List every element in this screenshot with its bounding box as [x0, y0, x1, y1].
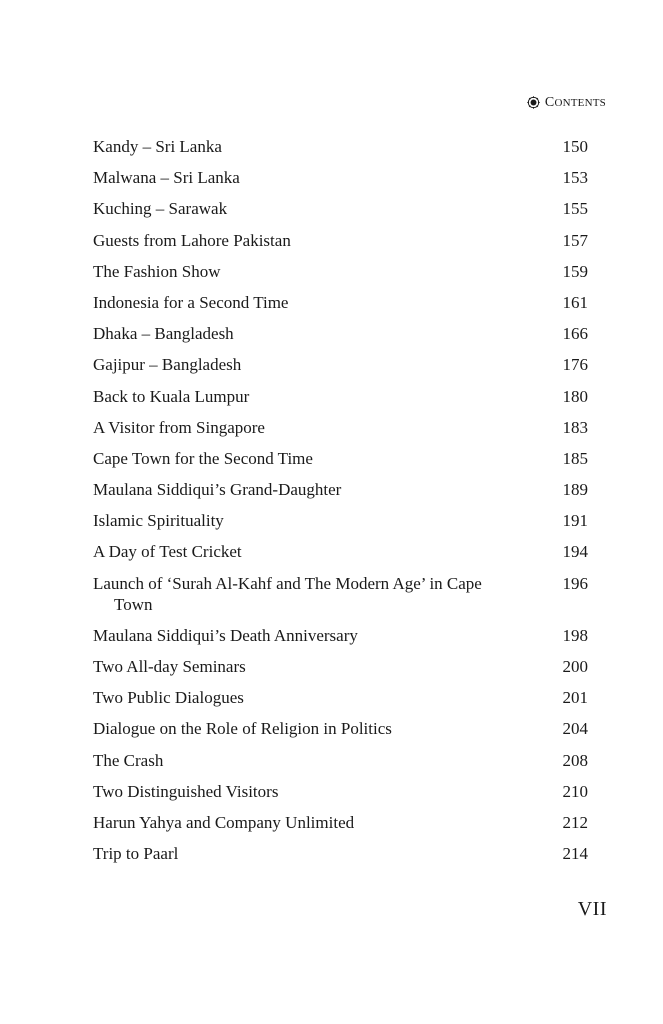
toc-entry	[93, 448, 588, 469]
toc-entry	[93, 167, 588, 188]
toc-entry	[93, 812, 588, 833]
running-head-smallcaps: CONTENTS	[544, 95, 606, 110]
page-number: VII	[577, 898, 607, 920]
toc-entry-title: Back to Kuala Lumpur	[93, 386, 250, 406]
toc-entry	[93, 510, 588, 531]
toc-entry	[93, 198, 588, 219]
toc-entry-page: 166	[562, 324, 588, 344]
toc-entry-title: Two Public Dialogues	[93, 688, 244, 708]
toc-entry-title: The Fashion Show	[93, 261, 221, 281]
toc-entry-page: 153	[562, 168, 588, 188]
toc-entry-title: Maulana Siddiqui’s Grand-Daughter	[93, 480, 342, 500]
toc-entry-title: Kuching – Sarawak	[93, 199, 228, 219]
toc-entry-title: Maulana Siddiqui’s Death Anniversary	[93, 625, 358, 645]
toc-entry-page: 161	[562, 292, 588, 312]
toc-entry	[93, 417, 588, 438]
toc-entry	[93, 261, 588, 282]
toc-entry-page: 183	[562, 417, 588, 437]
toc-entry-page: 210	[562, 781, 588, 801]
toc-entry	[93, 718, 588, 739]
toc-entry-page: 196	[562, 573, 588, 593]
toc-entry-page: 189	[562, 480, 588, 500]
toc-entry-title: Cape Town for the Second Time	[93, 448, 313, 468]
toc-entry-page: 157	[562, 230, 588, 250]
toc-entry-title: A Day of Test Cricket	[93, 542, 242, 562]
toc-entry	[93, 292, 588, 313]
toc-entry-title: Dhaka – Bangladesh	[93, 324, 234, 344]
toc-entry-page: 194	[562, 542, 588, 562]
toc-entry	[93, 323, 588, 344]
toc-entry-title: Two Distinguished Visitors	[93, 781, 279, 801]
toc-entry-title: Kandy – Sri Lanka	[93, 137, 222, 156]
toc-entry-page: 191	[562, 511, 588, 531]
toc-entry-title: Harun Yahya and Company Unlimited	[93, 812, 355, 832]
toc-entry-page: 155	[562, 199, 588, 219]
toc-entry-title: The Crash	[93, 750, 164, 770]
toc-entry	[93, 136, 588, 157]
toc-entry	[93, 781, 588, 802]
toc-entry-title: Trip to Paarl	[93, 844, 179, 864]
toc-entry	[93, 687, 588, 708]
toc-entry-page: 204	[562, 719, 588, 739]
toc-entry-page: 198	[562, 625, 588, 645]
toc-entry-title: Guests from Lahore Pakistan	[93, 230, 291, 250]
toc-entry-page: 212	[562, 812, 588, 832]
toc-entry	[93, 230, 588, 251]
toc-entry-page: 201	[562, 688, 588, 708]
toc-entry	[93, 750, 588, 771]
toc-entry-page: 180	[562, 386, 588, 406]
toc-entry	[93, 541, 588, 562]
toc-entry-page: 214	[562, 844, 588, 864]
toc-entry	[93, 625, 588, 646]
sunburst-bullet-icon	[527, 96, 540, 109]
toc-entry	[93, 479, 588, 500]
toc-entry-page: 150	[562, 137, 588, 156]
toc-entry-title: Dialogue on the Role of Religion in Politics	[93, 719, 392, 739]
table-of-contents	[93, 136, 588, 874]
toc-entry-page: 176	[562, 355, 588, 375]
toc-entry	[93, 386, 588, 407]
running-head	[527, 94, 606, 111]
toc-entry-page: 200	[562, 657, 588, 676]
toc-entry-title: A Visitor from Singapore	[93, 417, 265, 437]
toc-entry-page: 159	[562, 261, 588, 281]
toc-entry-page: 208	[562, 750, 588, 770]
toc-entry-title: Islamic Spirituality	[93, 511, 224, 531]
toc-entry-title: Launch of ‘Surah Al-Kahf and The Modern Age’ in Cape Town	[93, 573, 482, 614]
toc-entry-page: 185	[562, 448, 588, 468]
toc-entry	[93, 843, 588, 864]
toc-entry-title: Indonesia for a Second Time	[93, 292, 289, 312]
toc-entry	[93, 354, 588, 375]
toc-entry	[93, 573, 588, 615]
toc-entry	[93, 656, 588, 677]
toc-entry-title: Gajipur – Bangladesh	[93, 355, 242, 375]
toc-entry-title: Two All-day Seminars	[93, 657, 246, 676]
toc-entry-title: Malwana – Sri Lanka	[93, 168, 240, 188]
